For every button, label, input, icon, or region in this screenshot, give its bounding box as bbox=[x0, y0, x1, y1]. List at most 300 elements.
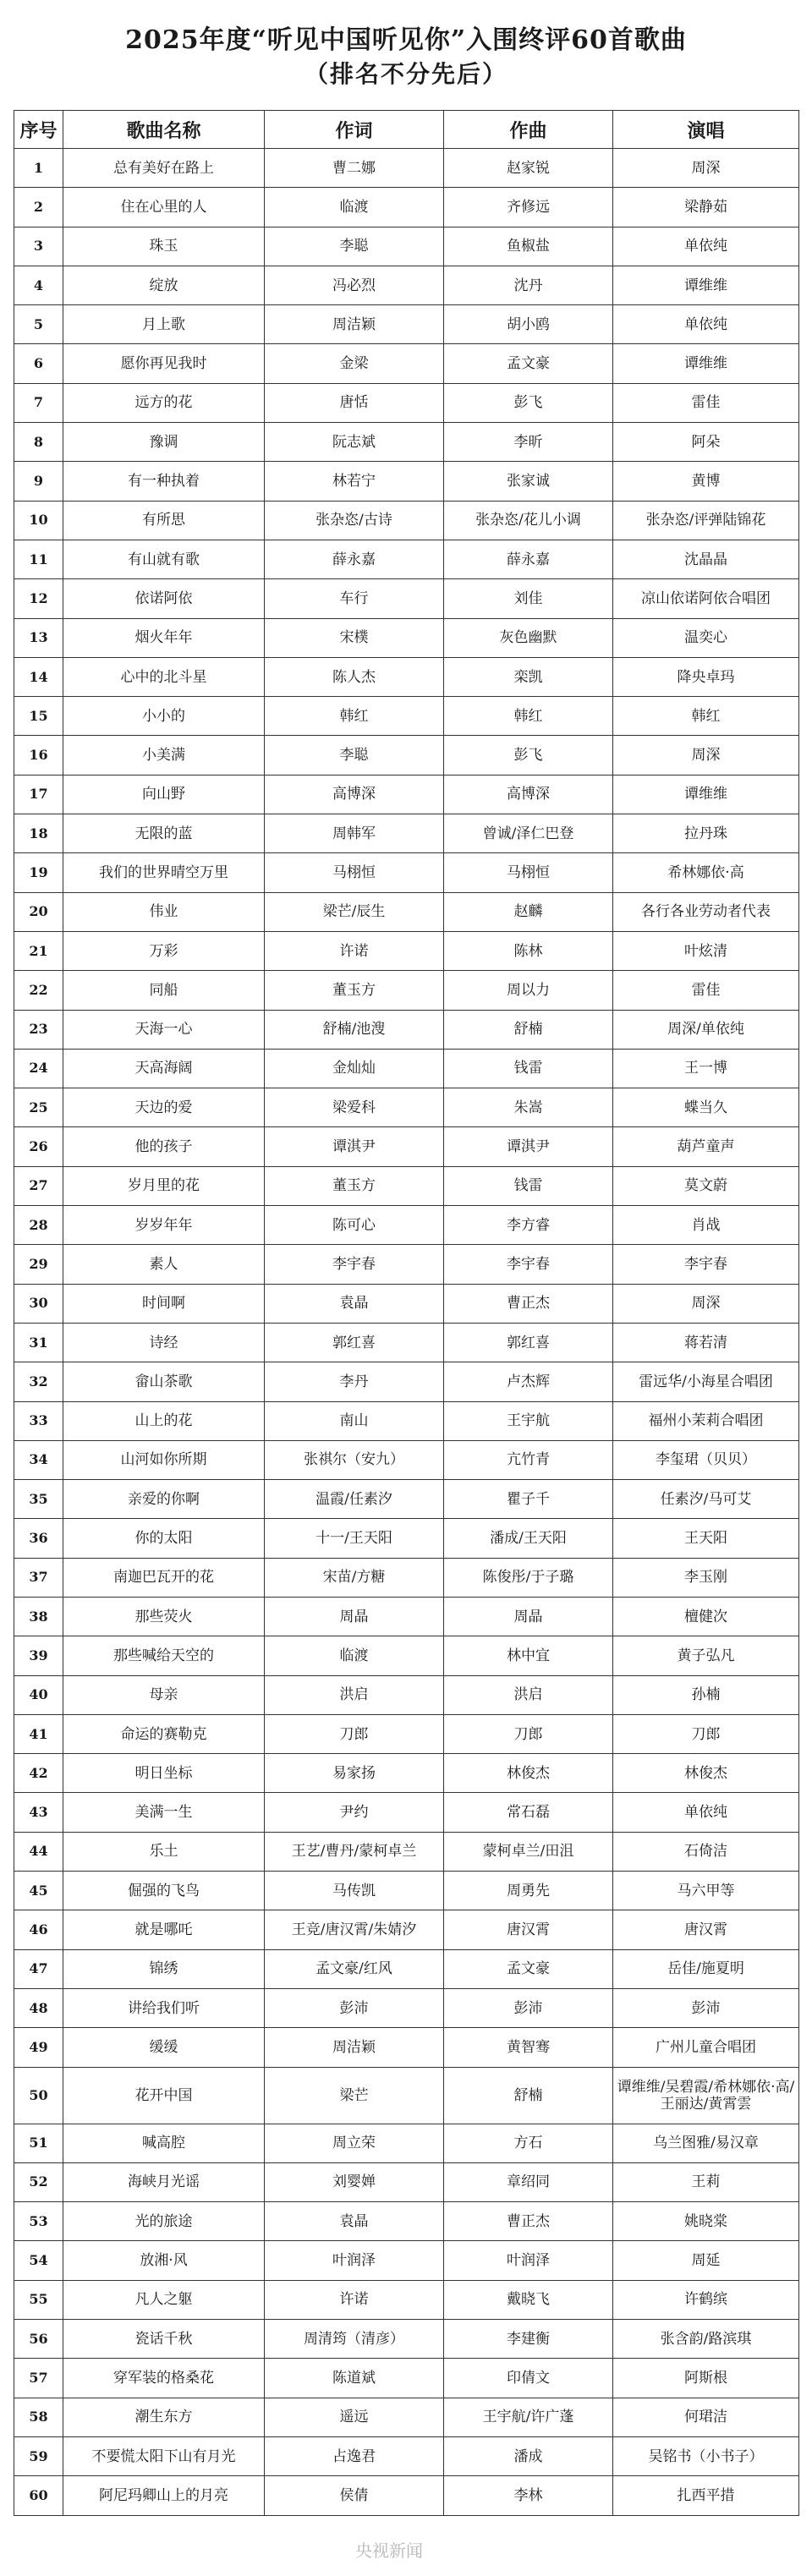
cell-lyricist: 唐恬 bbox=[265, 383, 444, 422]
table-row bbox=[14, 618, 799, 657]
cell-composer: 韩红 bbox=[444, 697, 613, 736]
cell-song: 讲给我们听 bbox=[63, 1988, 265, 2027]
cell-number: 25 bbox=[14, 1088, 63, 1127]
cell-composer: 钱雷 bbox=[444, 1049, 613, 1088]
header-composer: 作曲 bbox=[444, 111, 613, 149]
table-row bbox=[14, 579, 799, 618]
cell-composer: 彭飞 bbox=[444, 736, 613, 775]
cell-number: 13 bbox=[14, 618, 63, 657]
cell-number: 21 bbox=[14, 931, 63, 970]
cell-number: 14 bbox=[14, 657, 63, 696]
cell-composer: 刘佳 bbox=[444, 579, 613, 618]
header-singer: 演唱 bbox=[613, 111, 799, 149]
table-row bbox=[14, 892, 799, 931]
cell-lyricist: 易家扬 bbox=[265, 1754, 444, 1793]
cell-number: 36 bbox=[14, 1519, 63, 1558]
header-song: 歌曲名称 bbox=[63, 111, 265, 149]
table-row bbox=[14, 2162, 799, 2201]
cell-number: 1 bbox=[14, 149, 63, 188]
cell-number: 43 bbox=[14, 1793, 63, 1832]
cell-lyricist: 宋苗/方糖 bbox=[265, 1558, 444, 1597]
cell-number: 19 bbox=[14, 853, 63, 892]
table-row bbox=[14, 2241, 799, 2280]
cell-lyricist: 袁晶 bbox=[265, 1284, 444, 1323]
table-row bbox=[14, 1636, 799, 1675]
cell-lyricist: 李丹 bbox=[265, 1362, 444, 1401]
cell-singer: 檀健次 bbox=[613, 1597, 799, 1636]
cell-singer: 谭维维/吴碧霞/希林娜依·高/王丽达/黄霄雲 bbox=[613, 2067, 799, 2124]
cell-singer: 葫芦童声 bbox=[613, 1127, 799, 1166]
cell-lyricist: 林若宁 bbox=[265, 462, 444, 501]
cell-song: 放湘·风 bbox=[63, 2241, 265, 2280]
cell-lyricist: 韩红 bbox=[265, 697, 444, 736]
cell-lyricist: 占逸君 bbox=[265, 2436, 444, 2475]
cell-number: 51 bbox=[14, 2124, 63, 2162]
table-row bbox=[14, 462, 799, 501]
cell-composer: 马栩恒 bbox=[444, 853, 613, 892]
cell-composer: 刀郎 bbox=[444, 1714, 613, 1753]
cell-number: 9 bbox=[14, 462, 63, 501]
table-row bbox=[14, 1910, 799, 1949]
cell-singer: 彭沛 bbox=[613, 1988, 799, 2027]
cell-number: 11 bbox=[14, 540, 63, 578]
cell-singer: 周深 bbox=[613, 1284, 799, 1323]
cell-song: 就是哪吒 bbox=[63, 1910, 265, 1949]
cell-lyricist: 马栩恒 bbox=[265, 853, 444, 892]
cell-lyricist: 温霞/任素汐 bbox=[265, 1480, 444, 1519]
cell-composer: 周以力 bbox=[444, 971, 613, 1010]
cell-number: 48 bbox=[14, 1988, 63, 2027]
cell-singer: 李玺珺（贝贝） bbox=[613, 1440, 799, 1479]
table-row bbox=[14, 344, 799, 383]
cell-song: 时间啊 bbox=[63, 1284, 265, 1323]
cell-singer: 福州小茉莉合唱团 bbox=[613, 1401, 799, 1440]
table-body bbox=[14, 149, 799, 2516]
cell-singer: 梁静茹 bbox=[613, 188, 799, 227]
cell-singer: 单依纯 bbox=[613, 1793, 799, 1832]
cell-lyricist: 侯倩 bbox=[265, 2476, 444, 2515]
cell-number: 49 bbox=[14, 2028, 63, 2067]
cell-singer: 肖战 bbox=[613, 1206, 799, 1245]
page-title: 2025年度“听见中国听见你”入围终评60首歌曲 bbox=[125, 25, 687, 55]
cell-number: 5 bbox=[14, 305, 63, 344]
cell-composer: 潘成/王天阳 bbox=[444, 1519, 613, 1558]
table-row bbox=[14, 1401, 799, 1440]
table-row bbox=[14, 1988, 799, 2027]
cell-song: 凡人之躯 bbox=[63, 2280, 265, 2319]
table-row bbox=[14, 2359, 799, 2398]
cell-composer: 章绍同 bbox=[444, 2162, 613, 2201]
cell-song: 潮生东方 bbox=[63, 2398, 265, 2436]
table-row bbox=[14, 423, 799, 462]
cell-lyricist: 陈人杰 bbox=[265, 657, 444, 696]
cell-singer: 姚晓棠 bbox=[613, 2202, 799, 2241]
cell-song: 烟火年年 bbox=[63, 618, 265, 657]
cell-lyricist: 李聪 bbox=[265, 227, 444, 266]
cell-singer: 唐汉霄 bbox=[613, 1910, 799, 1949]
cell-song: 向山野 bbox=[63, 775, 265, 814]
cell-lyricist: 尹约 bbox=[265, 1793, 444, 1832]
cell-lyricist: 董玉方 bbox=[265, 1166, 444, 1205]
cell-composer: 鱼椒盐 bbox=[444, 227, 613, 266]
table-row bbox=[14, 2067, 799, 2124]
cell-singer: 李宇春 bbox=[613, 1245, 799, 1284]
cell-number: 41 bbox=[14, 1714, 63, 1753]
cell-composer: 赵家锐 bbox=[444, 149, 613, 188]
cell-composer: 谭淇尹 bbox=[444, 1127, 613, 1166]
cell-composer: 李昕 bbox=[444, 423, 613, 462]
cell-singer: 林俊杰 bbox=[613, 1754, 799, 1793]
cell-number: 30 bbox=[14, 1284, 63, 1323]
cell-number: 57 bbox=[14, 2359, 63, 2398]
cell-lyricist: 金梁 bbox=[265, 344, 444, 383]
cell-song: 依诺阿依 bbox=[63, 579, 265, 618]
cell-song: 乐土 bbox=[63, 1832, 265, 1871]
cell-composer: 钱雷 bbox=[444, 1166, 613, 1205]
cell-lyricist: 周洁颖 bbox=[265, 2028, 444, 2067]
cell-composer: 叶润泽 bbox=[444, 2241, 613, 2280]
cell-composer: 高博深 bbox=[444, 775, 613, 814]
cell-song: 天高海阔 bbox=[63, 1049, 265, 1088]
table-row bbox=[14, 266, 799, 304]
table-row bbox=[14, 1010, 799, 1049]
cell-number: 8 bbox=[14, 423, 63, 462]
cell-composer: 唐汉霄 bbox=[444, 1910, 613, 1949]
cell-singer: 蒋若清 bbox=[613, 1323, 799, 1362]
cell-song: 绽放 bbox=[63, 266, 265, 304]
cell-number: 38 bbox=[14, 1597, 63, 1636]
cell-song: 小小的 bbox=[63, 697, 265, 736]
cell-singer: 王莉 bbox=[613, 2162, 799, 2201]
cell-number: 26 bbox=[14, 1127, 63, 1166]
cell-singer: 何珺洁 bbox=[613, 2398, 799, 2436]
cell-lyricist: 周韩军 bbox=[265, 814, 444, 853]
cell-song: 那些喊给天空的 bbox=[63, 1636, 265, 1675]
cell-lyricist: 金灿灿 bbox=[265, 1049, 444, 1088]
cell-lyricist: 郭红喜 bbox=[265, 1323, 444, 1362]
cell-composer: 方石 bbox=[444, 2124, 613, 2162]
cell-number: 27 bbox=[14, 1166, 63, 1205]
cell-singer: 谭维维 bbox=[613, 266, 799, 304]
cell-singer: 李玉刚 bbox=[613, 1558, 799, 1597]
cell-singer: 谭维维 bbox=[613, 775, 799, 814]
table-row bbox=[14, 2476, 799, 2515]
cell-composer: 沈丹 bbox=[444, 266, 613, 304]
cell-composer: 彭飞 bbox=[444, 383, 613, 422]
cell-singer: 任素汐/马可艾 bbox=[613, 1480, 799, 1519]
cell-singer: 王天阳 bbox=[613, 1519, 799, 1558]
cell-singer: 周延 bbox=[613, 2241, 799, 2280]
cell-number: 15 bbox=[14, 697, 63, 736]
table-row bbox=[14, 1832, 799, 1871]
table-row bbox=[14, 2398, 799, 2436]
cell-singer: 各行各业劳动者代表 bbox=[613, 892, 799, 931]
cell-song: 倔强的飞鸟 bbox=[63, 1872, 265, 1910]
cell-number: 3 bbox=[14, 227, 63, 266]
header-number: 序号 bbox=[14, 111, 63, 149]
cell-lyricist: 周立荣 bbox=[265, 2124, 444, 2162]
table-row bbox=[14, 149, 799, 188]
cell-singer: 张杂恣/评弹陆锦花 bbox=[613, 501, 799, 540]
cell-composer: 林俊杰 bbox=[444, 1754, 613, 1793]
cell-song: 天海一心 bbox=[63, 1010, 265, 1049]
cell-number: 17 bbox=[14, 775, 63, 814]
cell-song: 万彩 bbox=[63, 931, 265, 970]
cell-singer: 乌兰图雅/易汉章 bbox=[613, 2124, 799, 2162]
cell-number: 24 bbox=[14, 1049, 63, 1088]
cell-number: 6 bbox=[14, 344, 63, 383]
cell-composer: 张家诚 bbox=[444, 462, 613, 501]
table-row bbox=[14, 1245, 799, 1284]
cell-lyricist: 阮志斌 bbox=[265, 423, 444, 462]
cell-song: 锦绣 bbox=[63, 1949, 265, 1988]
cell-number: 20 bbox=[14, 892, 63, 931]
table-row bbox=[14, 1323, 799, 1362]
table-row bbox=[14, 188, 799, 227]
cell-lyricist: 临渡 bbox=[265, 188, 444, 227]
cell-lyricist: 周清筠（清彦） bbox=[265, 2320, 444, 2359]
cell-composer: 瞿子千 bbox=[444, 1480, 613, 1519]
cell-singer: 雷佳 bbox=[613, 383, 799, 422]
cell-lyricist: 薛永嘉 bbox=[265, 540, 444, 578]
cell-song: 明日坐标 bbox=[63, 1754, 265, 1793]
cell-lyricist: 谭淇尹 bbox=[265, 1127, 444, 1166]
cell-composer: 印倩文 bbox=[444, 2359, 613, 2398]
cell-lyricist: 许诺 bbox=[265, 931, 444, 970]
cell-number: 40 bbox=[14, 1675, 63, 1714]
cell-composer: 孟文豪 bbox=[444, 1949, 613, 1988]
cell-song: 命运的赛勒克 bbox=[63, 1714, 265, 1753]
cell-composer: 李方睿 bbox=[444, 1206, 613, 1245]
table-header-row bbox=[14, 111, 799, 149]
cell-song: 诗经 bbox=[63, 1323, 265, 1362]
cell-singer: 雷远华/小海星合唱团 bbox=[613, 1362, 799, 1401]
cell-number: 54 bbox=[14, 2241, 63, 2280]
cell-singer: 刀郎 bbox=[613, 1714, 799, 1753]
cell-lyricist: 孟文豪/红风 bbox=[265, 1949, 444, 1988]
cell-lyricist: 宋樸 bbox=[265, 618, 444, 657]
cell-number: 7 bbox=[14, 383, 63, 422]
cell-number: 58 bbox=[14, 2398, 63, 2436]
cell-lyricist: 袁晶 bbox=[265, 2202, 444, 2241]
cell-composer: 薛永嘉 bbox=[444, 540, 613, 578]
cell-singer: 阿斯根 bbox=[613, 2359, 799, 2398]
cell-singer: 扎西平措 bbox=[613, 2476, 799, 2515]
cell-song: 他的孩子 bbox=[63, 1127, 265, 1166]
cell-singer: 韩红 bbox=[613, 697, 799, 736]
cell-singer: 阿朵 bbox=[613, 423, 799, 462]
cell-song: 总有美好在路上 bbox=[63, 149, 265, 188]
table-row bbox=[14, 1558, 799, 1597]
cell-singer: 岳佳/施夏明 bbox=[613, 1949, 799, 1988]
cell-composer: 赵麟 bbox=[444, 892, 613, 931]
cell-number: 31 bbox=[14, 1323, 63, 1362]
cell-composer: 王宇航 bbox=[444, 1401, 613, 1440]
cell-singer: 谭维维 bbox=[613, 344, 799, 383]
cell-singer: 单依纯 bbox=[613, 305, 799, 344]
cell-singer: 石倚洁 bbox=[613, 1832, 799, 1871]
cell-composer: 洪启 bbox=[444, 1675, 613, 1714]
cell-composer: 陈林 bbox=[444, 931, 613, 970]
cell-lyricist: 马传凯 bbox=[265, 1872, 444, 1910]
cell-lyricist: 冯必烈 bbox=[265, 266, 444, 304]
cell-song: 远方的花 bbox=[63, 383, 265, 422]
cell-number: 47 bbox=[14, 1949, 63, 1988]
cell-singer: 马六甲等 bbox=[613, 1872, 799, 1910]
cell-number: 44 bbox=[14, 1832, 63, 1871]
cell-song: 同船 bbox=[63, 971, 265, 1010]
cell-singer: 周深 bbox=[613, 149, 799, 188]
cell-song: 有一种执着 bbox=[63, 462, 265, 501]
cell-singer: 吴铭书（小书子） bbox=[613, 2436, 799, 2475]
cell-song: 瓷话千秋 bbox=[63, 2320, 265, 2359]
cell-number: 33 bbox=[14, 1401, 63, 1440]
table-row bbox=[14, 1049, 799, 1088]
cell-composer: 曾诚/泽仁巴登 bbox=[444, 814, 613, 853]
cell-composer: 李建衡 bbox=[444, 2320, 613, 2359]
cell-number: 56 bbox=[14, 2320, 63, 2359]
table-row bbox=[14, 1597, 799, 1636]
cell-number: 59 bbox=[14, 2436, 63, 2475]
cell-composer: 蒙柯卓兰/田沮 bbox=[444, 1832, 613, 1871]
cell-number: 4 bbox=[14, 266, 63, 304]
cell-composer: 彭沛 bbox=[444, 1988, 613, 2027]
table-row bbox=[14, 736, 799, 775]
cell-number: 22 bbox=[14, 971, 63, 1010]
table-row bbox=[14, 1519, 799, 1558]
watermark: 央视新闻 bbox=[355, 2540, 423, 2561]
cell-singer: 单依纯 bbox=[613, 227, 799, 266]
cell-singer: 降央卓玛 bbox=[613, 657, 799, 696]
cell-number: 34 bbox=[14, 1440, 63, 1479]
cell-composer: 黄智骞 bbox=[444, 2028, 613, 2067]
song-table bbox=[14, 110, 799, 2516]
cell-number: 46 bbox=[14, 1910, 63, 1949]
table-row bbox=[14, 697, 799, 736]
cell-number: 29 bbox=[14, 1245, 63, 1284]
table-row bbox=[14, 383, 799, 422]
cell-singer: 凉山依诺阿依合唱团 bbox=[613, 579, 799, 618]
table-row bbox=[14, 971, 799, 1010]
cell-song: 穿军装的格桑花 bbox=[63, 2359, 265, 2398]
cell-singer: 雷佳 bbox=[613, 971, 799, 1010]
cell-composer: 舒楠 bbox=[444, 2067, 613, 2124]
cell-singer: 希林娜依·高 bbox=[613, 853, 799, 892]
table-row bbox=[14, 1675, 799, 1714]
cell-lyricist: 遥远 bbox=[265, 2398, 444, 2436]
table-row bbox=[14, 501, 799, 540]
cell-composer: 曹正杰 bbox=[444, 2202, 613, 2241]
cell-lyricist: 梁芒/辰生 bbox=[265, 892, 444, 931]
cell-song: 月上歌 bbox=[63, 305, 265, 344]
table-row bbox=[14, 853, 799, 892]
cell-song: 岁岁年年 bbox=[63, 1206, 265, 1245]
table-row bbox=[14, 540, 799, 578]
cell-song: 山河如你所期 bbox=[63, 1440, 265, 1479]
cell-song: 畲山茶歌 bbox=[63, 1362, 265, 1401]
table-row bbox=[14, 1284, 799, 1323]
cell-lyricist: 李聪 bbox=[265, 736, 444, 775]
table-row bbox=[14, 1362, 799, 1401]
cell-singer: 拉丹珠 bbox=[613, 814, 799, 853]
cell-lyricist: 张杂恣/古诗 bbox=[265, 501, 444, 540]
cell-lyricist: 彭沛 bbox=[265, 1988, 444, 2027]
cell-song: 母亲 bbox=[63, 1675, 265, 1714]
cell-composer: 李林 bbox=[444, 2476, 613, 2515]
cell-composer: 卢杰辉 bbox=[444, 1362, 613, 1401]
cell-song: 心中的北斗星 bbox=[63, 657, 265, 696]
cell-song: 伟业 bbox=[63, 892, 265, 931]
cell-composer: 戴晓飞 bbox=[444, 2280, 613, 2319]
cell-lyricist: 十一/王天阳 bbox=[265, 1519, 444, 1558]
table-row bbox=[14, 775, 799, 814]
table-row bbox=[14, 1793, 799, 1832]
cell-lyricist: 王艺/曹丹/蒙柯卓兰 bbox=[265, 1832, 444, 1871]
table-row bbox=[14, 1088, 799, 1127]
cell-song: 无限的蓝 bbox=[63, 814, 265, 853]
cell-number: 2 bbox=[14, 188, 63, 227]
cell-composer: 常石磊 bbox=[444, 1793, 613, 1832]
cell-lyricist: 舒楠/池溲 bbox=[265, 1010, 444, 1049]
table-row bbox=[14, 1949, 799, 1988]
cell-singer: 张含韵/路滨琪 bbox=[613, 2320, 799, 2359]
cell-song: 愿你再见我时 bbox=[63, 344, 265, 383]
cell-lyricist: 陈可心 bbox=[265, 1206, 444, 1245]
cell-lyricist: 临渡 bbox=[265, 1636, 444, 1675]
cell-composer: 张杂恣/花儿小调 bbox=[444, 501, 613, 540]
table-row bbox=[14, 1127, 799, 1166]
cell-lyricist: 陈道斌 bbox=[265, 2359, 444, 2398]
title-block bbox=[0, 0, 812, 108]
cell-lyricist: 李宇春 bbox=[265, 1245, 444, 1284]
cell-song: 我们的世界晴空万里 bbox=[63, 853, 265, 892]
cell-singer: 许鹤缤 bbox=[613, 2280, 799, 2319]
cell-singer: 温奕心 bbox=[613, 618, 799, 657]
cell-composer: 灰色幽默 bbox=[444, 618, 613, 657]
cell-lyricist: 南山 bbox=[265, 1401, 444, 1440]
table-row bbox=[14, 2124, 799, 2162]
cell-lyricist: 叶润泽 bbox=[265, 2241, 444, 2280]
page-subtitle: （排名不分先后） bbox=[304, 60, 508, 88]
cell-singer: 黄子弘凡 bbox=[613, 1636, 799, 1675]
cell-lyricist: 高博深 bbox=[265, 775, 444, 814]
cell-singer: 叶炫清 bbox=[613, 931, 799, 970]
cell-song: 豫调 bbox=[63, 423, 265, 462]
cell-singer: 沈晶晶 bbox=[613, 540, 799, 578]
cell-song: 缓缓 bbox=[63, 2028, 265, 2067]
cell-lyricist: 周晶 bbox=[265, 1597, 444, 1636]
cell-composer: 朱嵩 bbox=[444, 1088, 613, 1127]
cell-song: 不要慌太阳下山有月光 bbox=[63, 2436, 265, 2475]
table-row bbox=[14, 2202, 799, 2241]
cell-number: 60 bbox=[14, 2476, 63, 2515]
cell-composer: 曹正杰 bbox=[444, 1284, 613, 1323]
table-row bbox=[14, 2028, 799, 2067]
cell-song: 海峡月光谣 bbox=[63, 2162, 265, 2201]
cell-number: 16 bbox=[14, 736, 63, 775]
cell-lyricist: 张祺尔（安九） bbox=[265, 1440, 444, 1479]
cell-composer: 陈俊彤/于子璐 bbox=[444, 1558, 613, 1597]
table-row bbox=[14, 1754, 799, 1793]
cell-number: 12 bbox=[14, 579, 63, 618]
cell-lyricist: 梁芒 bbox=[265, 2067, 444, 2124]
cell-song: 美满一生 bbox=[63, 1793, 265, 1832]
cell-number: 23 bbox=[14, 1010, 63, 1049]
cell-song: 喊高腔 bbox=[63, 2124, 265, 2162]
cell-composer: 潘成 bbox=[444, 2436, 613, 2475]
cell-number: 35 bbox=[14, 1480, 63, 1519]
cell-composer: 李宇春 bbox=[444, 1245, 613, 1284]
